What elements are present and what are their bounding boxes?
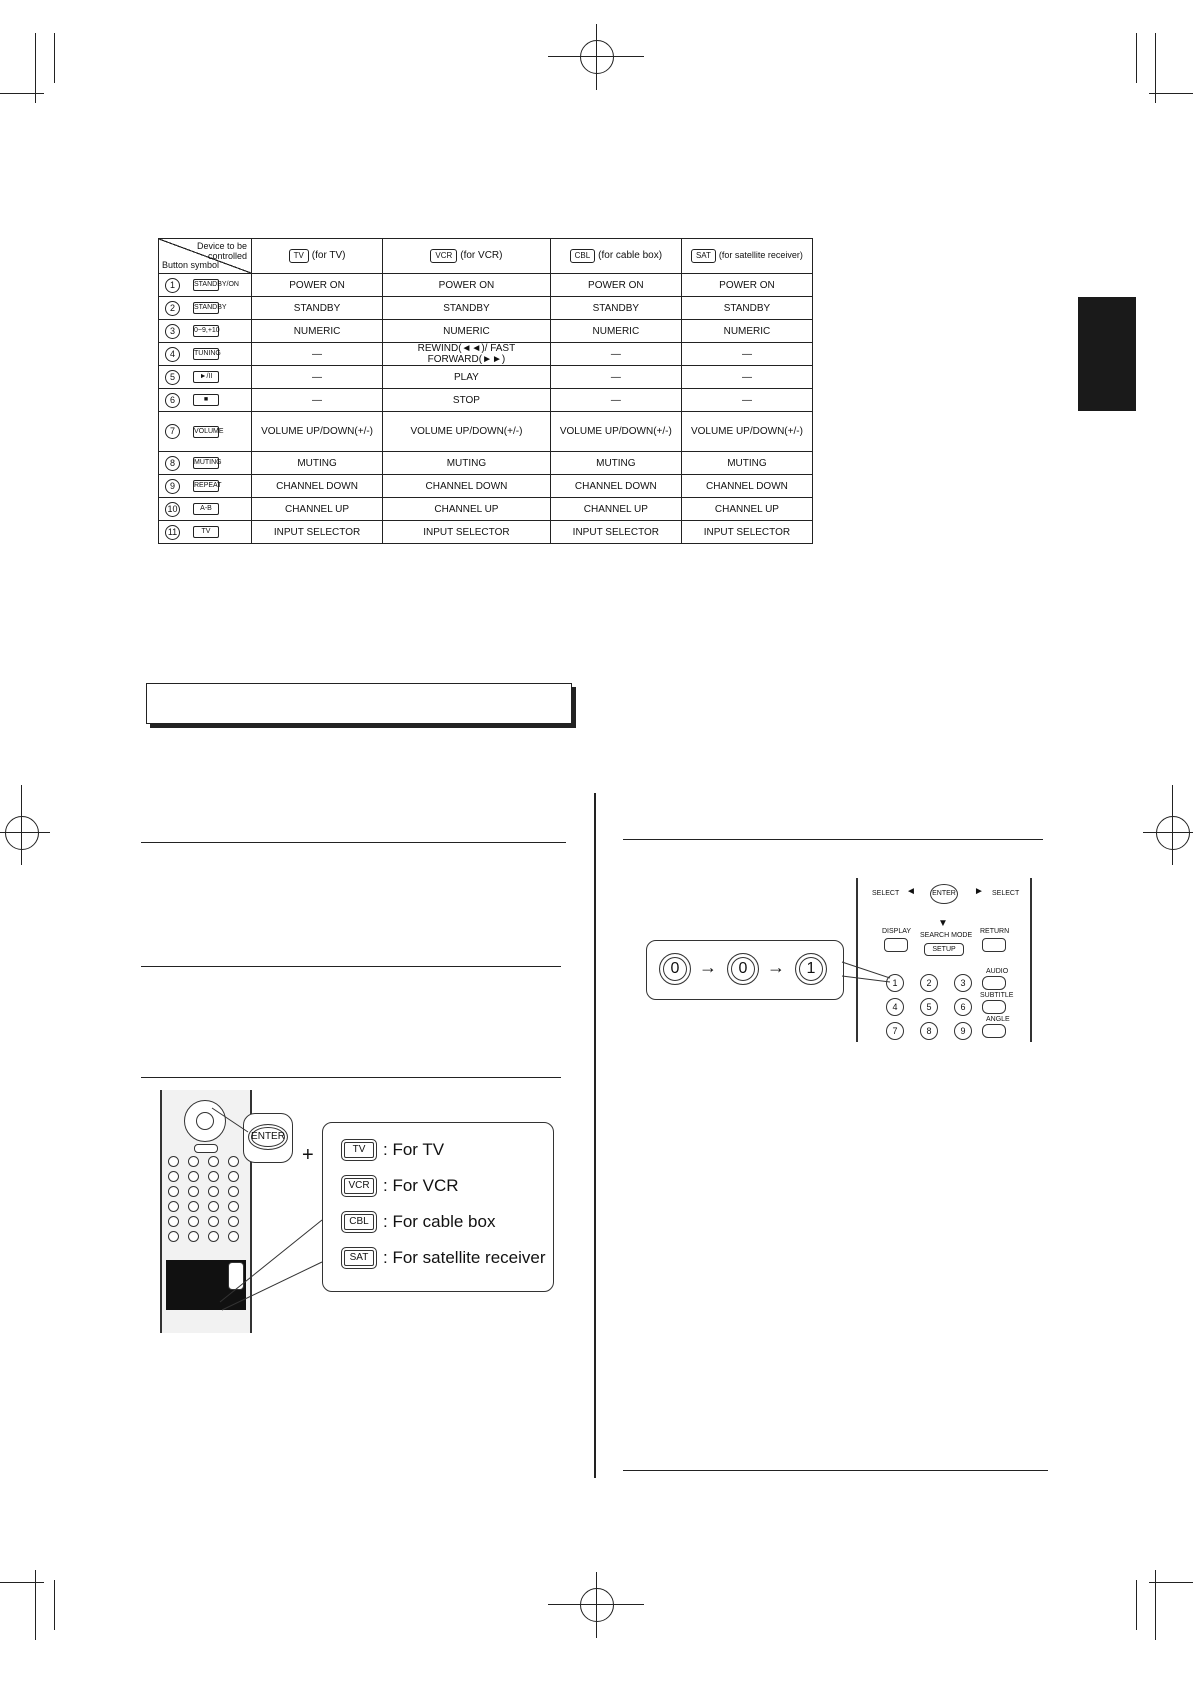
subtitle-label: SUBTITLE	[980, 992, 1014, 999]
table-cell: POWER ON	[550, 274, 681, 297]
vcr-key: VCR	[341, 1175, 377, 1197]
table-row	[159, 297, 813, 320]
button-symbol: MUTING	[193, 457, 219, 469]
table-row	[159, 320, 813, 343]
crop-mark	[1155, 1570, 1156, 1640]
numeric-key: 4	[886, 998, 904, 1016]
callout-lines	[150, 1080, 330, 1320]
table-cell: —	[550, 366, 681, 389]
sat-key: SAT	[341, 1247, 377, 1269]
table-cell: MUTING	[681, 452, 812, 475]
column-sat: SAT (for satellite receiver)	[681, 239, 812, 274]
button-symbol: 0~9,+10	[193, 325, 219, 337]
table-cell: INPUT SELECTOR	[550, 521, 681, 544]
sequence-key-2: 0	[727, 953, 759, 985]
button-symbol-cell	[159, 412, 252, 452]
subtitle-button	[982, 1000, 1006, 1014]
registration-mark	[5, 816, 39, 850]
cbl-key: CBL	[341, 1211, 377, 1233]
enter-button: ENTER	[930, 884, 958, 904]
registration-mark	[596, 24, 597, 90]
sequence-arrow-icon: →	[767, 957, 785, 977]
numeric-key: 9	[954, 1022, 972, 1040]
button-symbol-cell	[159, 452, 252, 475]
table-cell: NUMERIC	[550, 320, 681, 343]
table-cell: INPUT SELECTOR	[383, 521, 551, 544]
section-rule	[623, 1470, 1048, 1471]
key-sequence-callout	[646, 940, 844, 1000]
button-symbol: ►/II	[193, 371, 219, 383]
column-divider	[594, 793, 596, 1478]
numeric-key: 5	[920, 998, 938, 1016]
table-row	[159, 412, 813, 452]
row-number: 9	[165, 479, 180, 494]
button-symbol: ■	[193, 394, 219, 406]
table-cell: NUMERIC	[383, 320, 551, 343]
table-cell: STANDBY	[681, 297, 812, 320]
table-cell: —	[681, 389, 812, 412]
table-cell: VOLUME UP/DOWN(+/-)	[681, 412, 812, 452]
numeric-key: 2	[920, 974, 938, 992]
table-cell: INPUT SELECTOR	[681, 521, 812, 544]
table-row	[159, 521, 813, 544]
setup-button: SETUP	[924, 943, 964, 956]
button-symbol-cell	[159, 343, 252, 366]
select-left-label: SELECT	[872, 890, 900, 897]
registration-mark	[596, 1572, 597, 1638]
row-number: 4	[165, 347, 180, 362]
device-control-table	[158, 238, 813, 544]
crop-mark	[1136, 1580, 1137, 1630]
chapter-tab	[1078, 297, 1136, 411]
crop-mark	[54, 33, 55, 83]
section-rule	[141, 842, 566, 843]
table-row	[159, 366, 813, 389]
button-symbol-cell	[159, 366, 252, 389]
column-tv: TV (for TV)	[252, 239, 383, 274]
return-label: RETURN	[980, 928, 1010, 935]
registration-mark	[580, 40, 614, 74]
button-symbol-cell	[159, 297, 252, 320]
table-cell: —	[252, 366, 383, 389]
button-symbol-cell	[159, 320, 252, 343]
table-cell: —	[550, 389, 681, 412]
crop-mark	[35, 1570, 36, 1640]
button-symbol: STANDBY	[193, 302, 219, 314]
section-rule	[623, 839, 1043, 840]
button-symbol-cell	[159, 389, 252, 412]
registration-mark	[1172, 785, 1173, 865]
crop-mark	[54, 1580, 55, 1630]
sequence-key-1: 0	[659, 953, 691, 985]
button-symbol: VOLUME	[193, 426, 219, 438]
table-cell: —	[681, 343, 812, 366]
table-cell: —	[252, 389, 383, 412]
sequence-key-3: 1	[795, 953, 827, 985]
table-cell: CHANNEL DOWN	[681, 475, 812, 498]
column-cbl: CBL (for cable box)	[550, 239, 681, 274]
corner-device-label: Device to be controlled	[196, 241, 247, 261]
table-cell: MUTING	[383, 452, 551, 475]
row-number: 2	[165, 301, 180, 316]
button-symbol-cell	[159, 274, 252, 297]
row-number: 1	[165, 278, 180, 293]
tv-key: TV	[341, 1139, 377, 1161]
button-symbol: REPEAT	[193, 480, 219, 492]
table-row	[159, 475, 813, 498]
table-cell: STOP	[383, 389, 551, 412]
table-row	[159, 389, 813, 412]
angle-button	[982, 1024, 1006, 1038]
row-number: 5	[165, 370, 180, 385]
table-cell: CHANNEL UP	[550, 498, 681, 521]
table-cell: VOLUME UP/DOWN(+/-)	[383, 412, 551, 452]
crop-mark	[0, 93, 44, 94]
numeric-key: 6	[954, 998, 972, 1016]
registration-mark	[1156, 816, 1190, 850]
table-cell: MUTING	[550, 452, 681, 475]
table-row	[159, 452, 813, 475]
table-cell: MUTING	[252, 452, 383, 475]
button-symbol: A-B	[193, 503, 219, 515]
section-rule	[141, 1077, 561, 1078]
section-heading-box	[146, 683, 572, 724]
table-cell: CHANNEL DOWN	[550, 475, 681, 498]
numeric-key: 7	[886, 1022, 904, 1040]
button-symbol-cell	[159, 475, 252, 498]
table-cell: POWER ON	[383, 274, 551, 297]
display-label: DISPLAY	[882, 928, 912, 935]
table-cell: NUMERIC	[681, 320, 812, 343]
table-cell: POWER ON	[681, 274, 812, 297]
row-number: 10	[165, 502, 180, 517]
numeric-key: 8	[920, 1022, 938, 1040]
numeric-key: 3	[954, 974, 972, 992]
mode-row-tv: TV : For TV	[341, 1139, 444, 1161]
table-row	[159, 498, 813, 521]
row-number: 8	[165, 456, 180, 471]
plus-sign: +	[302, 1144, 314, 1166]
table-cell: REWIND(◄◄)/ FAST FORWARD(►►)	[383, 343, 551, 366]
table-cell: PLAY	[383, 366, 551, 389]
registration-mark	[0, 832, 50, 833]
table-cell: NUMERIC	[252, 320, 383, 343]
registration-mark	[1143, 832, 1193, 833]
mode-row-sat: SAT : For satellite receiver	[341, 1247, 546, 1269]
search-mode-label: SEARCH MODE	[920, 932, 973, 939]
callout-lines	[840, 940, 900, 1000]
arrow-right-icon: ►	[974, 886, 984, 897]
corner-button-label: Button symbol	[162, 260, 220, 270]
mode-row-vcr: VCR : For VCR	[341, 1175, 459, 1197]
table-cell: CHANNEL DOWN	[252, 475, 383, 498]
table-cell: —	[550, 343, 681, 366]
table-cell: STANDBY	[550, 297, 681, 320]
select-right-label: SELECT	[992, 890, 1020, 897]
table-cell: STANDBY	[252, 297, 383, 320]
button-symbol: TV	[193, 526, 219, 538]
arrow-left-icon: ◄	[906, 886, 916, 897]
row-number: 6	[165, 393, 180, 408]
audio-button	[982, 976, 1006, 990]
numeric-key: 1	[886, 974, 904, 992]
table-cell: STANDBY	[383, 297, 551, 320]
mode-keys-callout	[322, 1122, 554, 1292]
return-button	[982, 938, 1006, 952]
crop-mark	[1136, 33, 1137, 83]
table-cell: VOLUME UP/DOWN(+/-)	[550, 412, 681, 452]
table-row	[159, 343, 813, 366]
registration-mark	[21, 785, 22, 865]
table-corner-header	[159, 239, 251, 273]
arrow-down-icon: ▼	[938, 918, 948, 929]
table-cell: CHANNEL UP	[252, 498, 383, 521]
angle-label: ANGLE	[986, 1016, 1010, 1023]
row-number: 11	[165, 525, 180, 540]
crop-mark	[35, 33, 36, 103]
table-cell: POWER ON	[252, 274, 383, 297]
column-vcr: VCR (for VCR)	[383, 239, 551, 274]
section-rule	[141, 966, 561, 967]
table-row	[159, 274, 813, 297]
table-cell: —	[252, 343, 383, 366]
sequence-arrow-icon: →	[699, 957, 717, 977]
row-number: 7	[165, 424, 180, 439]
button-symbol: TUNING	[193, 348, 219, 360]
crop-mark	[1155, 33, 1156, 103]
mode-row-cbl: CBL : For cable box	[341, 1211, 495, 1233]
table-cell: INPUT SELECTOR	[252, 521, 383, 544]
row-number: 3	[165, 324, 180, 339]
button-symbol-cell	[159, 498, 252, 521]
button-symbol-cell	[159, 521, 252, 544]
table-cell: VOLUME UP/DOWN(+/-)	[252, 412, 383, 452]
audio-label: AUDIO	[986, 968, 1009, 975]
enter-zoom-button: ENTER	[248, 1124, 288, 1150]
table-cell: CHANNEL UP	[383, 498, 551, 521]
table-cell: CHANNEL UP	[681, 498, 812, 521]
registration-mark	[580, 1588, 614, 1622]
crop-mark	[0, 1582, 44, 1583]
table-cell: —	[681, 366, 812, 389]
button-symbol: STANDBY/ON	[193, 279, 219, 291]
table-cell: CHANNEL DOWN	[383, 475, 551, 498]
